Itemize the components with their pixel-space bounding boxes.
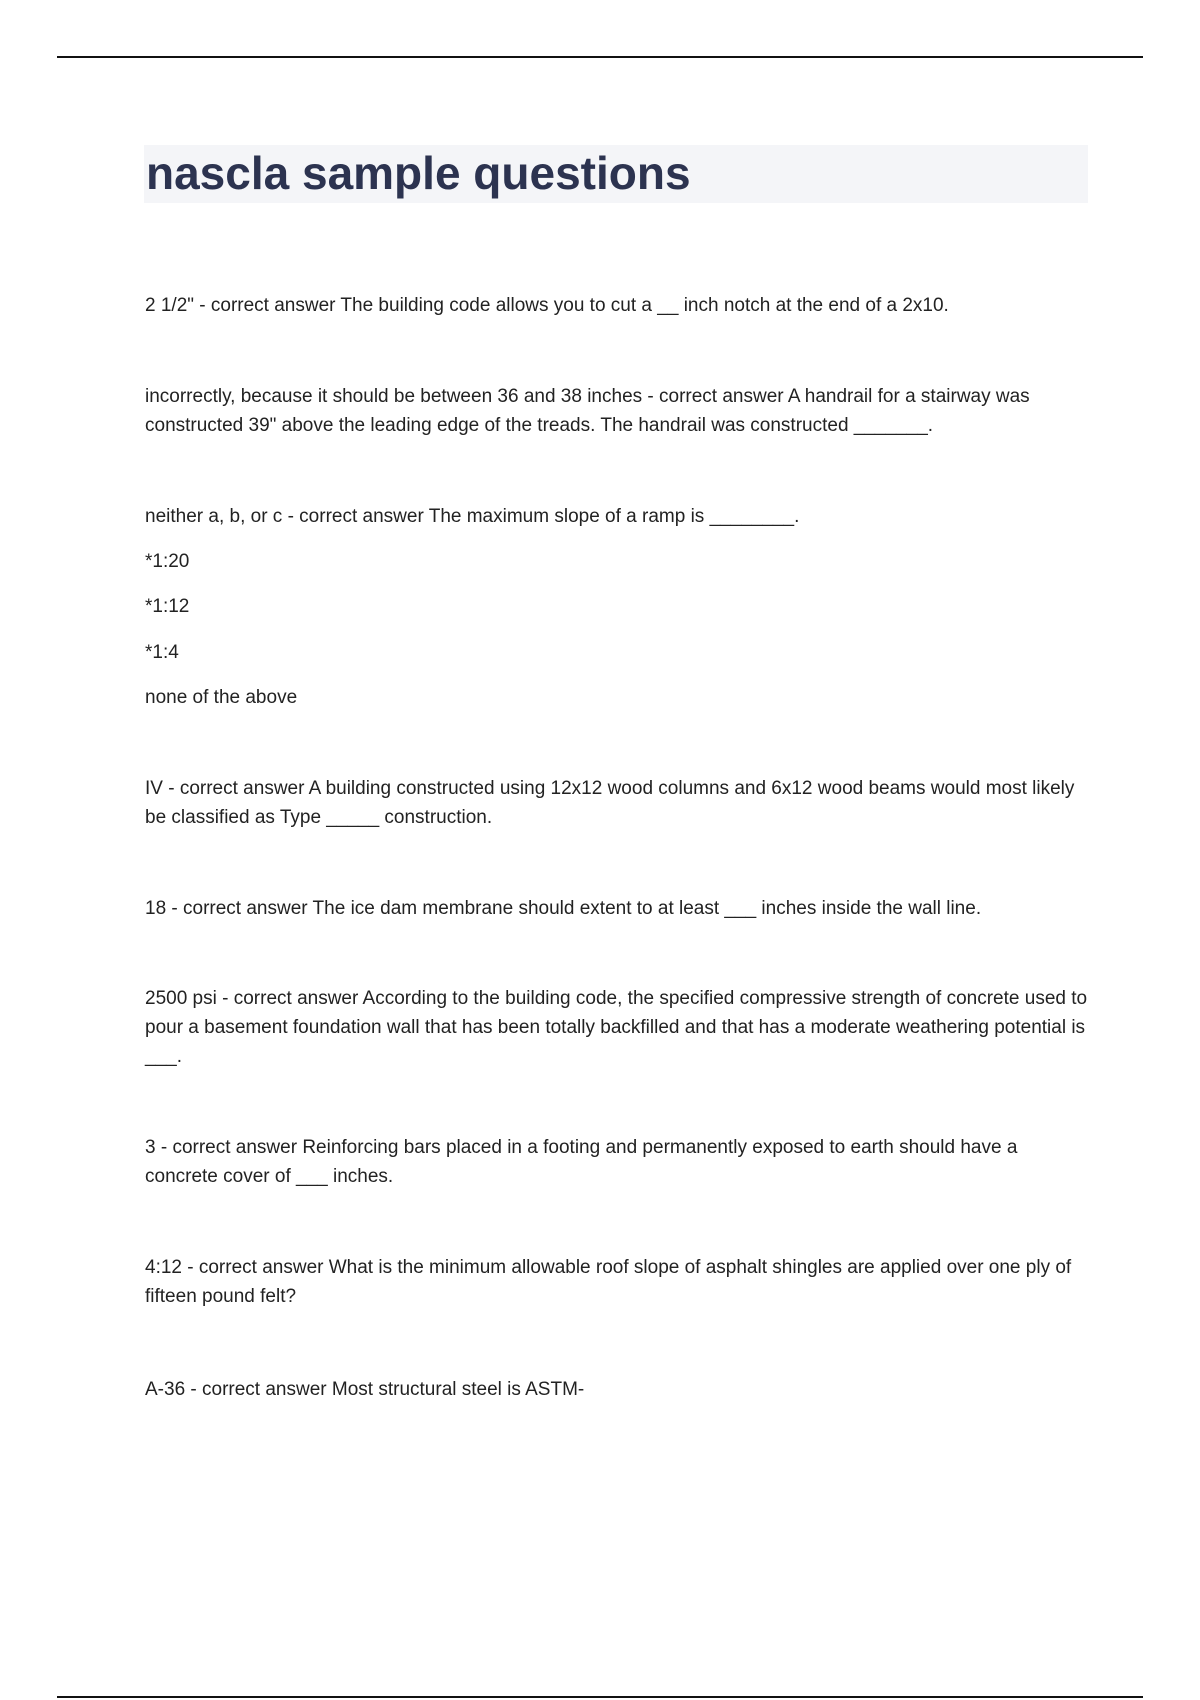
ramp-option-2: *1:12 [145,596,190,617]
question-item-9: A-36 - correct answer Most structural steel is ASTM- [145,1379,585,1400]
question-item-1: 2 1/2" - correct answer The building code allows you to cut a __ inch notch at the end of a 2x10. [145,295,949,316]
bottom-rule [57,1696,1143,1698]
question-item-3: neither a, b, or c - correct answer The maximum slope of a ramp is ________. [145,506,800,527]
page-title: nascla sample questions [146,147,691,199]
question-item-4: IV - correct answer A building constructed using 12x12 wood columns and 6x12 wood beams would most likely be classified as Type _____ construction. [145,778,1075,828]
question-item-6: 2500 psi - correct answer According to the building code, the specified compressive strength of concrete used to pour a basement foundation wall that has been totally backfilled and that has a moderate weathering potential is ___. [145,988,1088,1067]
question-item-5: 18 - correct answer The ice dam membrane should extent to at least ___ inches inside the wall line. [145,898,982,919]
top-rule [57,56,1143,58]
question-item-8: 4:12 - correct answer What is the minimum allowable roof slope of asphalt shingles are applied over one ply of fifteen pound felt? [145,1257,1072,1307]
question-item-7: 3 - correct answer Reinforcing bars placed in a footing and permanently exposed to earth should have a concrete cover of ___ inches. [145,1137,1018,1187]
ramp-option-3: *1:4 [145,642,179,663]
question-item-2: incorrectly, because it should be between 36 and 38 inches - correct answer A handrail for a stairway was constructed 39" above the leading edge of the treads. The handrail was constructed _______. [145,386,1030,436]
ramp-option-4: none of the above [145,687,298,708]
ramp-option-1: *1:20 [145,551,190,572]
